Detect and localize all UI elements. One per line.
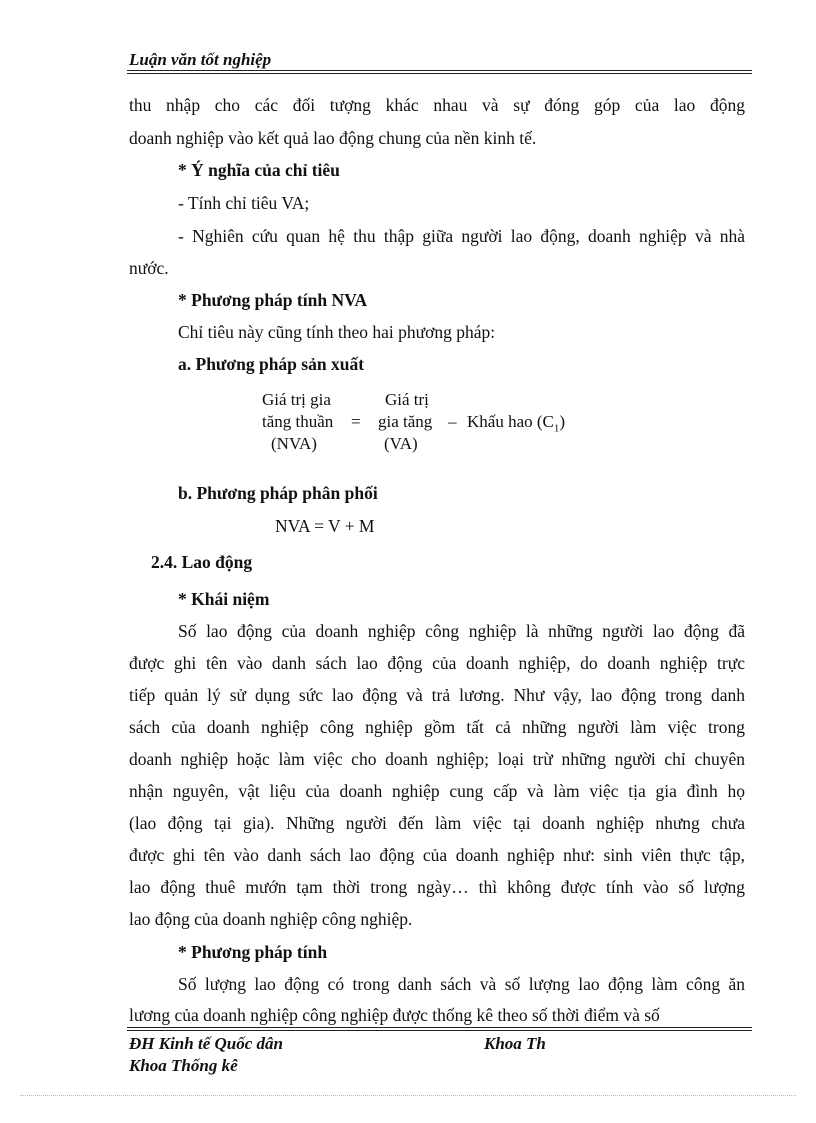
formula-depreciation <box>467 412 565 434</box>
formula-lhs-line: tăng thuần <box>262 412 334 431</box>
heading-distribution-method: b. Phương pháp phân phối <box>178 483 378 503</box>
paragraph-line: nước. <box>129 258 169 278</box>
formula-nva-distribution: NVA = V + M <box>275 516 375 536</box>
depreciation-subscript: 1 <box>553 422 560 435</box>
paragraph-line: (lao động tại gia). Những người đến làm việc tại doanh nghiệp nhưng chưa <box>129 813 745 833</box>
paragraph-line: lao động thuê mướn tạm thời trong ngày… thì không được tính vào số lượng <box>129 877 745 897</box>
heading-significance: * Ý nghĩa của chỉ tiêu <box>178 160 340 180</box>
footer-rule-bottom <box>127 1030 752 1031</box>
section-heading: 2.4. Lao động <box>151 552 253 572</box>
page-bottom-dotted-border <box>20 1095 796 1096</box>
paragraph-line: lao động của doanh nghiệp công nghiệp. <box>129 909 413 929</box>
paragraph-line: lương của doanh nghiệp công nghiệp được thống kê theo số thời điểm và số <box>129 1005 660 1025</box>
heading-calc-method: * Phương pháp tính <box>178 942 328 962</box>
paragraph-line: thu nhập cho các đối tượng khác nhau và sự đóng góp của lao động <box>129 95 745 115</box>
paragraph-line: được ghi tên vào danh sách lao động của doanh nghiệp như: sinh viên thực tập, <box>129 845 745 865</box>
header-title: Luận văn tốt nghiệp <box>129 50 272 69</box>
bullet-item: - Nghiên cứu quan hệ thu thập giữa người lao động, doanh nghiệp và nhà <box>178 226 745 246</box>
formula-minus: – <box>448 412 457 431</box>
formula-rhs-line: Giá trị <box>385 390 429 409</box>
depreciation-close: ) <box>559 412 566 431</box>
formula-lhs-line: (NVA) <box>271 434 317 453</box>
header-rule-bottom <box>127 73 752 74</box>
paragraph-line: sách của doanh nghiệp công nghiệp gồm tất cả những người làm việc trong <box>129 717 745 737</box>
paragraph-line: tiếp quản lý sử dụng sức lao động và trả lương. Như vậy, lao động trong danh <box>129 685 745 705</box>
paragraph-line: Số lượng lao động có trong danh sách và số lượng lao động làm công ăn <box>178 974 745 994</box>
footer-university: ĐH Kinh tế Quốc dân <box>129 1034 283 1053</box>
formula-rhs-line: gia tăng <box>378 412 433 431</box>
heading-production-method: a. Phương pháp sản xuất <box>178 354 365 374</box>
heading-method-nva: * Phương pháp tính NVA <box>178 290 368 310</box>
header-rule-top <box>127 70 752 71</box>
depreciation-label: Khấu hao (C <box>467 412 554 431</box>
paragraph-line: được ghi tên vào danh sách lao động của doanh nghiệp, do doanh nghiệp trực <box>129 653 745 673</box>
paragraph-line: nhận nguyên, vật liệu của doanh nghiệp cung cấp và làm việc tịa gia đình họ <box>129 781 745 801</box>
footer-department-short: Khoa Th <box>484 1034 546 1053</box>
paragraph-line: doanh nghiệp hoặc làm việc cho doanh nghiệp; loại trừ những người chỉ chuyên <box>129 749 745 769</box>
formula-lhs-line: Giá trị gia <box>262 390 331 409</box>
footer-department: Khoa Thống kê <box>129 1056 238 1075</box>
heading-concept: * Khái niệm <box>178 589 270 609</box>
bullet-item: - Tính chỉ tiêu VA; <box>178 193 310 213</box>
paragraph-line: Chỉ tiêu này cũng tính theo hai phương pháp: <box>178 322 496 342</box>
paragraph-line: Số lao động của doanh nghiệp công nghiệp là những người lao động đã <box>178 621 745 641</box>
formula-equals: = <box>351 412 361 431</box>
paragraph-line: doanh nghiệp vào kết quả lao động chung của nền kinh tế. <box>129 128 537 148</box>
footer-rule-top <box>127 1027 752 1028</box>
formula-rhs-line: (VA) <box>384 434 418 453</box>
